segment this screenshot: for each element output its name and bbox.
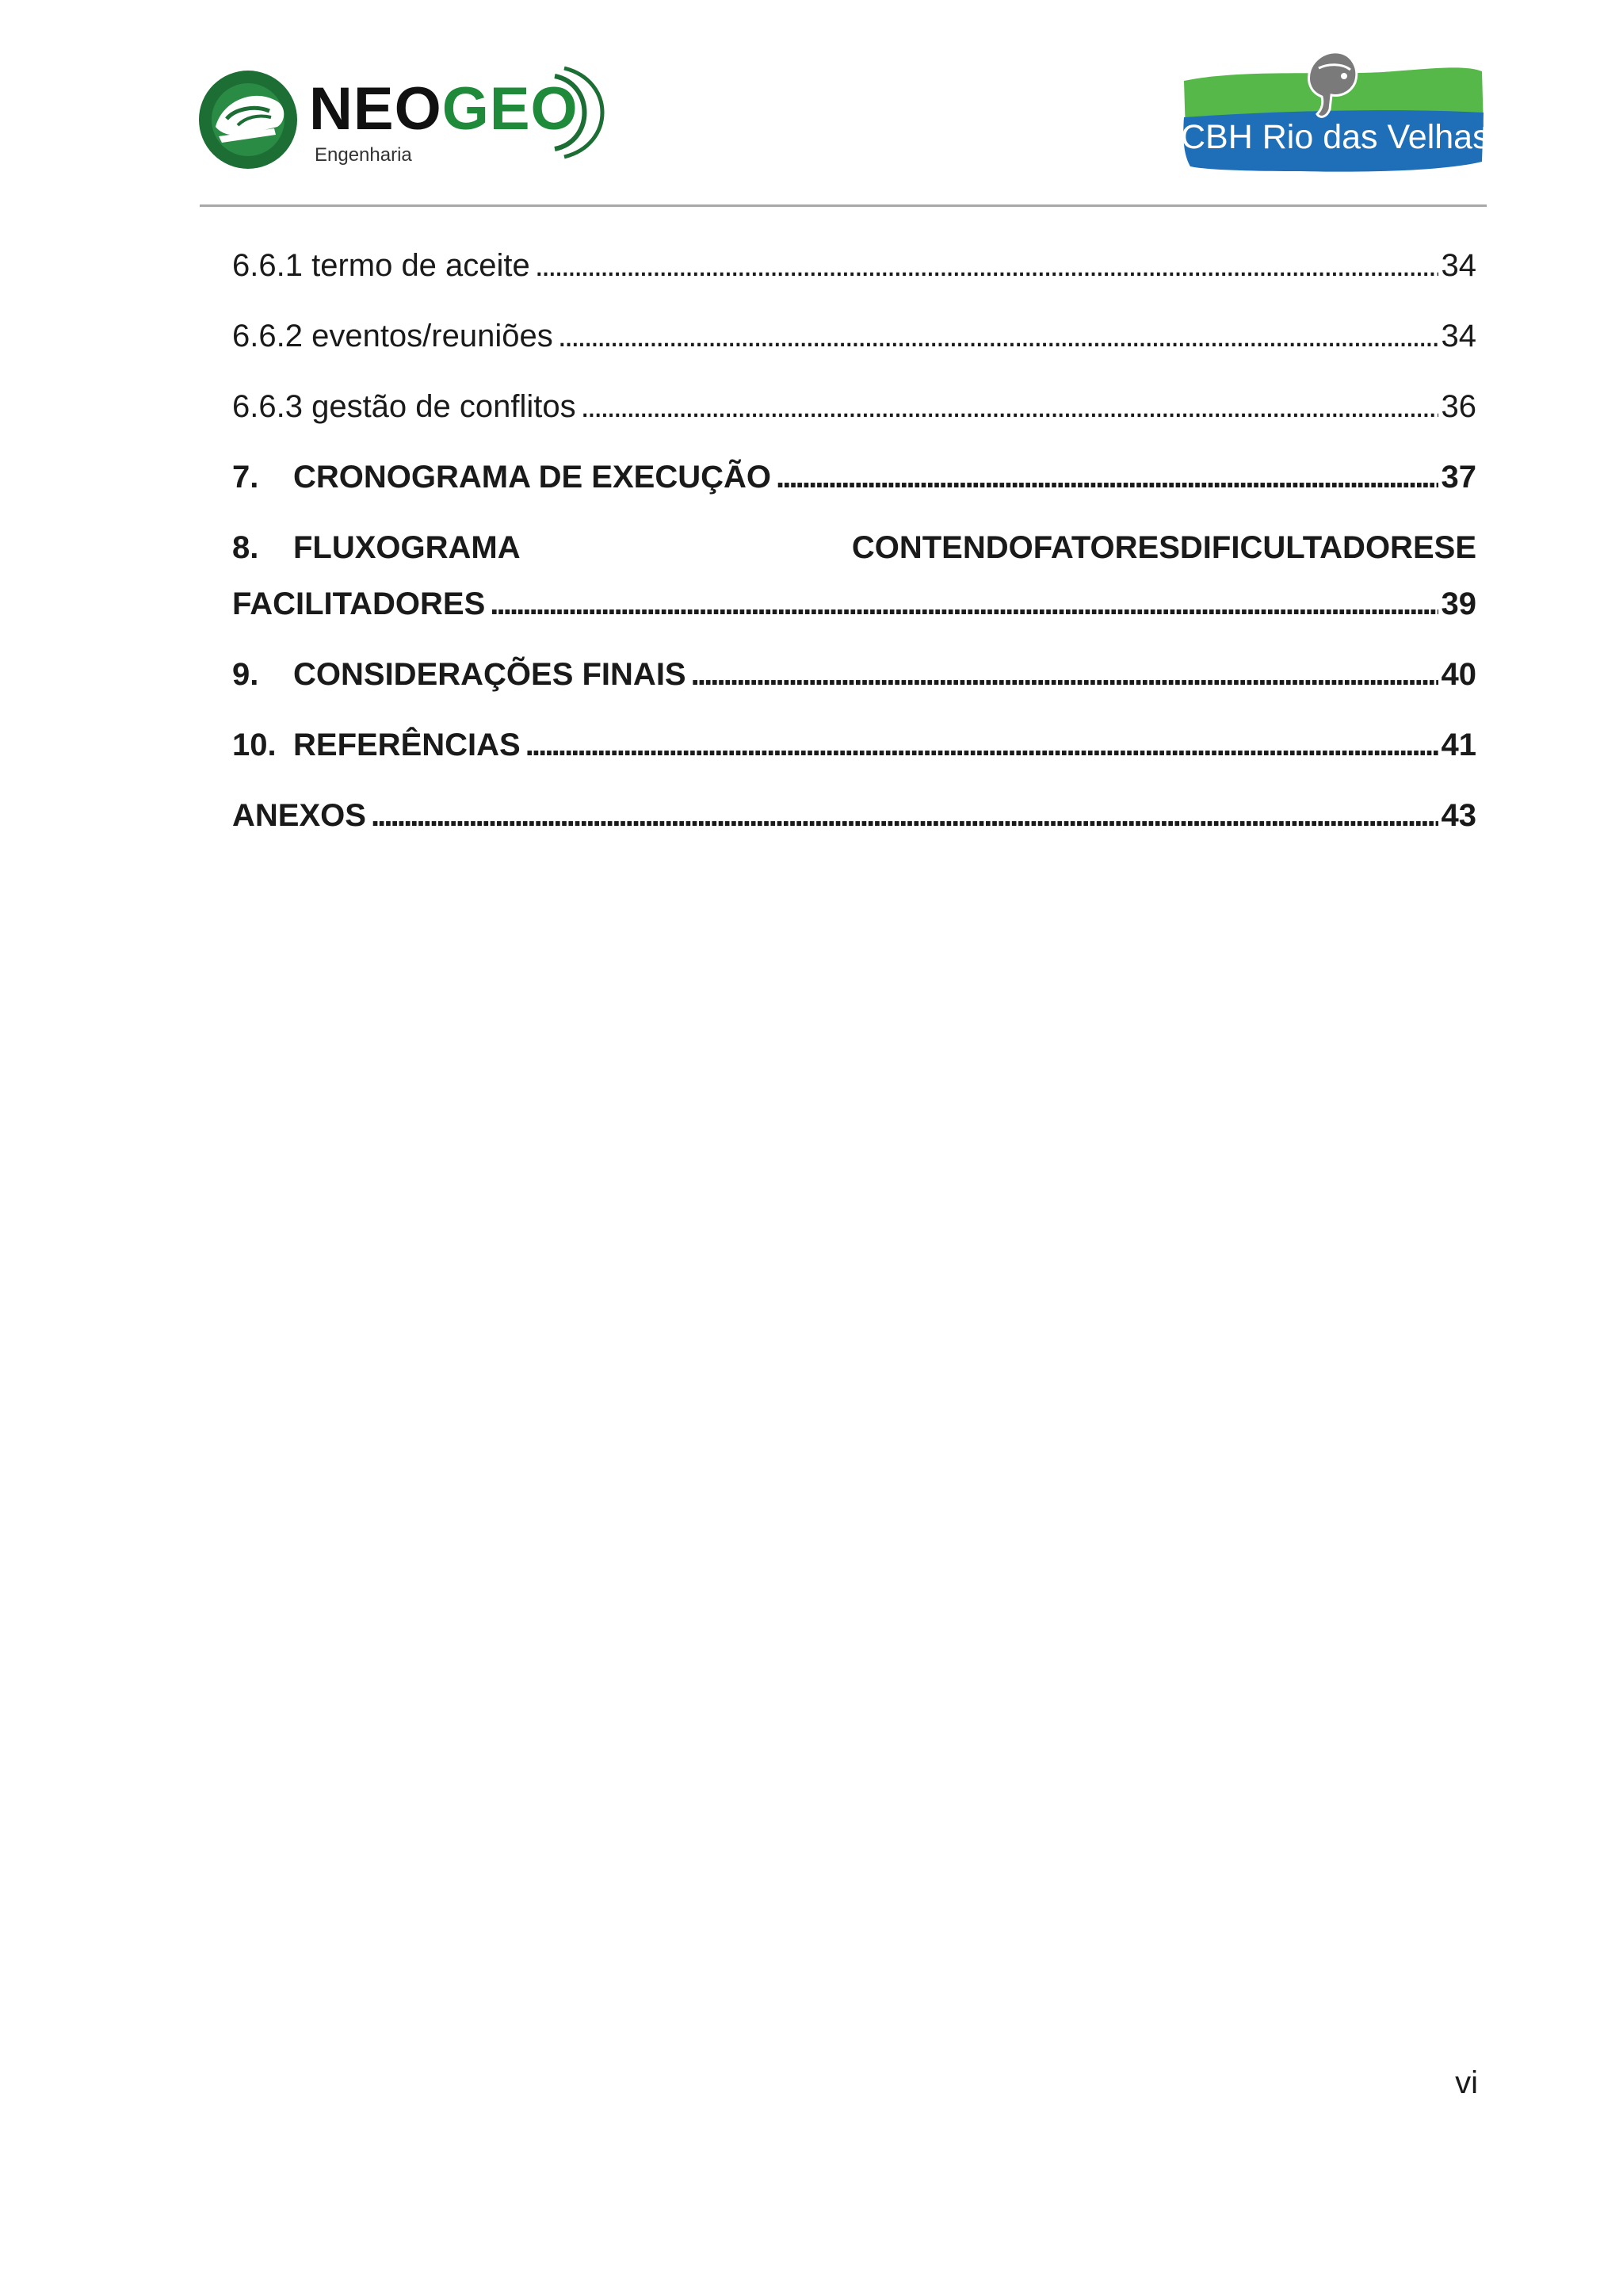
toc-entry-line-1	[232, 520, 1476, 575]
toc-entry-page: 43	[1441, 798, 1476, 833]
toc-entry-label: REFERÊNCIAS	[293, 728, 521, 762]
toc-entry-label: FACILITADORES	[232, 586, 486, 621]
toc-entry[interactable]	[232, 238, 1476, 308]
toc-entry-page: 34	[1441, 248, 1476, 283]
toc-dot-leader	[525, 717, 1438, 773]
toc-entry-number: 8.	[232, 530, 259, 565]
toc-entry-word: CONTENDO	[851, 530, 1033, 565]
toc-dot-leader	[371, 788, 1438, 843]
toc-entry-page: 34	[1441, 319, 1476, 353]
cbh-logo-text: CBH Rio das Velhas	[1181, 118, 1490, 156]
toc-dot-leader	[535, 238, 1438, 293]
toc-entry-label: CONSIDERAÇÕES FINAIS	[293, 657, 686, 692]
toc-entry-word: E	[1455, 530, 1476, 565]
toc-entry-page: 41	[1441, 728, 1476, 762]
toc-entry[interactable]	[232, 520, 1476, 647]
toc-dot-leader	[581, 379, 1438, 434]
toc-entry-line-2	[232, 576, 1476, 632]
toc-dot-leader	[558, 308, 1438, 364]
toc-entry[interactable]	[232, 788, 1476, 858]
toc-entry-word: FLUXOGRAMA	[293, 530, 521, 565]
helmet-globe-icon	[198, 70, 298, 170]
toc-entry-page: 39	[1441, 586, 1476, 621]
toc-dot-leader	[691, 647, 1438, 702]
toc-entry-page: 36	[1441, 389, 1476, 424]
signal-arcs-icon	[547, 65, 610, 160]
cbh-rio-das-velhas-logo	[1181, 44, 1490, 179]
toc-entry-page: 40	[1441, 657, 1476, 692]
toc-entry[interactable]	[232, 717, 1476, 788]
toc-entry-label: CRONOGRAMA DE EXECUÇÃO	[293, 460, 771, 495]
toc-entry[interactable]	[232, 379, 1476, 449]
toc-entry-label: 6.6.2 eventos/reuniões	[232, 319, 553, 353]
toc-entry-number: 7.	[232, 460, 259, 495]
toc-entry-page: 37	[1441, 460, 1476, 495]
toc-entry[interactable]	[232, 308, 1476, 379]
toc-dot-leader	[490, 576, 1438, 632]
fish-icon	[1298, 44, 1361, 124]
header-divider	[200, 204, 1487, 207]
toc-entry[interactable]	[232, 449, 1476, 520]
toc-entry-word: FATORES	[1033, 530, 1180, 565]
toc-entry-word: DIFICULTADORES	[1179, 530, 1456, 565]
neogeo-subtitle: Engenharia	[315, 144, 412, 166]
neogeo-wordmark-geo: GEO	[441, 75, 579, 143]
neogeo-wordmark	[309, 75, 579, 143]
toc-entry-label: ANEXOS	[232, 798, 366, 833]
neogeo-logo	[198, 65, 610, 176]
page-header	[0, 0, 1623, 208]
page-number: vi	[1455, 2065, 1478, 2100]
toc-entry[interactable]	[232, 647, 1476, 717]
table-of-contents	[232, 238, 1476, 858]
toc-entry-number: 9.	[232, 657, 259, 692]
toc-entry-label: 6.6.1 termo de aceite	[232, 248, 530, 283]
neogeo-wordmark-neo: NEO	[309, 75, 442, 143]
toc-entry-number: 10.	[232, 728, 277, 762]
toc-entry-label: 6.6.3 gestão de conflitos	[232, 389, 576, 424]
toc-dot-leader	[776, 449, 1438, 505]
